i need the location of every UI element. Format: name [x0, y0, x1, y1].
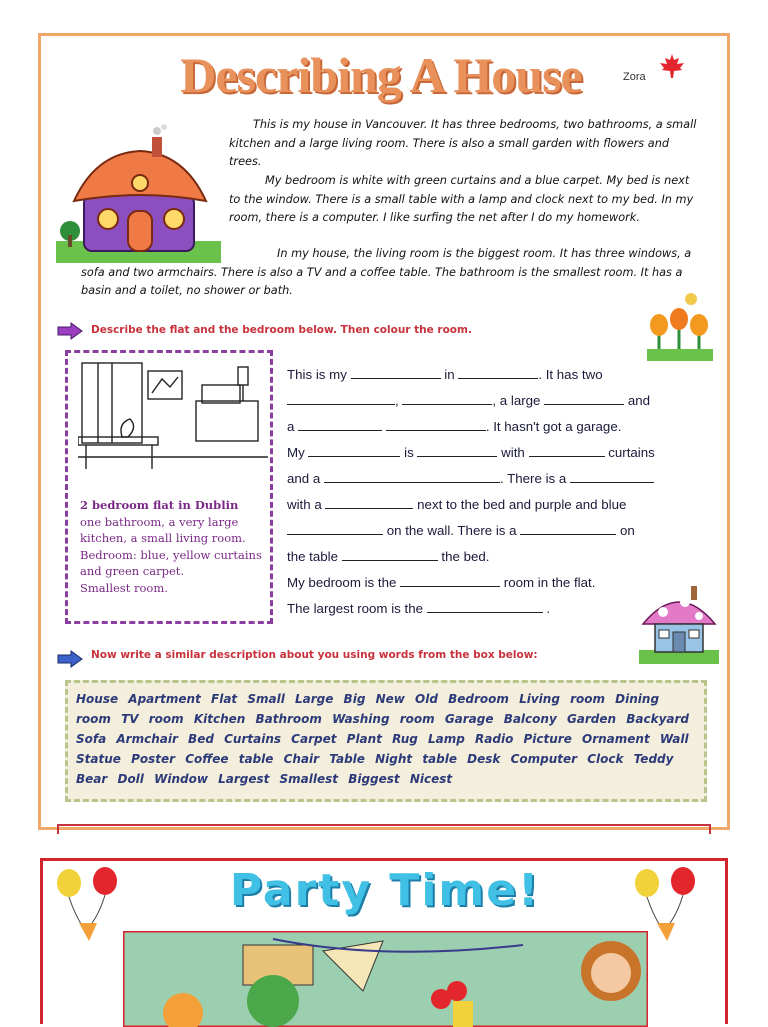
gap-text: . There is a	[499, 471, 567, 486]
flat-description	[80, 497, 268, 597]
instruction-write: Now write a similar description about you using words from the box below:	[91, 649, 538, 661]
flat-line-4: Smallest room.	[80, 580, 168, 595]
gap-line-5	[287, 470, 711, 486]
tulips-icon	[647, 291, 713, 361]
worksheet-title: Describing A House	[180, 47, 582, 103]
arrow-right-icon	[57, 322, 83, 340]
word-list: House Apartment Flat Small Large Big New Old Bedroom Living room Dining room TV room Kitchen Bathroom Washing room Garage Balcony Garden Backyard Sofa Armchair Bed Curtains Carpet Plant Rug Lamp Radio Picture Ornament Wall Statue Poster Coffee table Chair Table Night table Desk Computer Clock Teddy Bear Doll Window Largest Smallest Biggest Nicest	[76, 692, 690, 786]
gap-text: room in the flat.	[503, 575, 596, 590]
cartoon-house-icon	[56, 123, 221, 263]
gap-text: next to the bed and purple and blue	[417, 497, 627, 512]
story-paragraph-1: This is my house in Vancouver. It has three bedrooms, two bathrooms, a small kitchen and a large living room. There is also a small garden with flowers and trees.	[229, 118, 697, 168]
gap-text: on	[619, 523, 635, 538]
gap-text: ,	[395, 393, 399, 408]
blank[interactable]	[402, 392, 492, 405]
gap-line-4	[287, 444, 711, 460]
blank[interactable]	[308, 444, 400, 457]
blank[interactable]	[386, 418, 486, 431]
gap-text: the table	[287, 549, 339, 564]
worksheet-page	[38, 33, 730, 830]
gap-line-8	[287, 548, 711, 564]
blank[interactable]	[458, 366, 538, 379]
word-box	[65, 680, 707, 802]
blank[interactable]	[520, 522, 616, 535]
flat-line-2: one bathroom, a very large kitchen, a small living room.	[80, 514, 246, 546]
story-paragraph-2: My bedroom is white with green curtains and a blue carpet. My bed is next to the window. There is a small table with a lamp and clock next to my bed. In my room, there is a computer. I like surfing the net after I do my homework.	[229, 174, 694, 224]
gap-text: .	[546, 601, 551, 616]
blank[interactable]	[342, 548, 438, 561]
gap-line-3	[287, 418, 711, 434]
blank[interactable]	[287, 522, 383, 535]
gap-text: the bed.	[441, 549, 490, 564]
next-section-frame	[57, 824, 711, 834]
blank[interactable]	[400, 574, 500, 587]
gap-text: on the wall. There is a	[386, 523, 517, 538]
gap-line-6	[287, 496, 711, 512]
author-name: Zora	[623, 71, 646, 83]
blank[interactable]	[570, 470, 654, 483]
gap-line-1	[287, 366, 711, 382]
gap-text: . It has two	[538, 367, 603, 382]
blank[interactable]	[544, 392, 624, 405]
gap-text: , a large	[492, 393, 541, 408]
flat-line-1: 2 bedroom flat in Dublin	[80, 498, 239, 512]
story-paragraph-3: In my house, the living room is the biggest room. It has three windows, a sofa and two armchairs. There is also a TV and a coffee table. The bathroom is the smallest room. It has a basin and a toilet, no shower or bath.	[81, 247, 692, 297]
mushroom-house-icon	[639, 584, 719, 664]
blank[interactable]	[417, 444, 497, 457]
bedroom-drawing	[78, 357, 268, 475]
gap-line-2	[287, 392, 711, 408]
gap-text: and	[627, 393, 651, 408]
flat-info-box	[65, 350, 273, 624]
arrow-right-icon	[57, 650, 83, 668]
gap-text: and a	[287, 471, 321, 486]
instruction-describe: Describe the flat and the bedroom below. Then colour the room.	[91, 324, 472, 336]
gap-text: My bedroom is the	[287, 575, 397, 590]
gap-text: a	[287, 419, 295, 434]
party-title: Party Time!	[229, 865, 541, 916]
gap-text: is	[404, 445, 414, 460]
gap-text: My	[287, 445, 305, 460]
blank[interactable]	[287, 392, 395, 405]
blank[interactable]	[325, 496, 413, 509]
maple-leaf-icon	[657, 52, 687, 82]
balloons-icon	[49, 865, 133, 945]
gap-text: This is my	[287, 367, 347, 382]
gap-text: in	[444, 367, 455, 382]
flat-line-3: Bedroom: blue, yellow curtains and green carpet.	[80, 547, 262, 579]
gap-text: with a	[287, 497, 322, 512]
gap-text: with	[501, 445, 525, 460]
blank[interactable]	[324, 470, 500, 483]
gap-line-7	[287, 522, 711, 538]
gap-text: curtains	[608, 445, 655, 460]
gap-text: . It hasn't got a garage.	[485, 419, 622, 434]
blank[interactable]	[529, 444, 605, 457]
party-page	[40, 858, 728, 1024]
party-scene-illustration	[123, 931, 648, 1027]
blank[interactable]	[298, 418, 382, 431]
blank[interactable]	[427, 600, 543, 613]
gap-text: The largest room is the	[287, 601, 423, 616]
blank[interactable]	[351, 366, 441, 379]
